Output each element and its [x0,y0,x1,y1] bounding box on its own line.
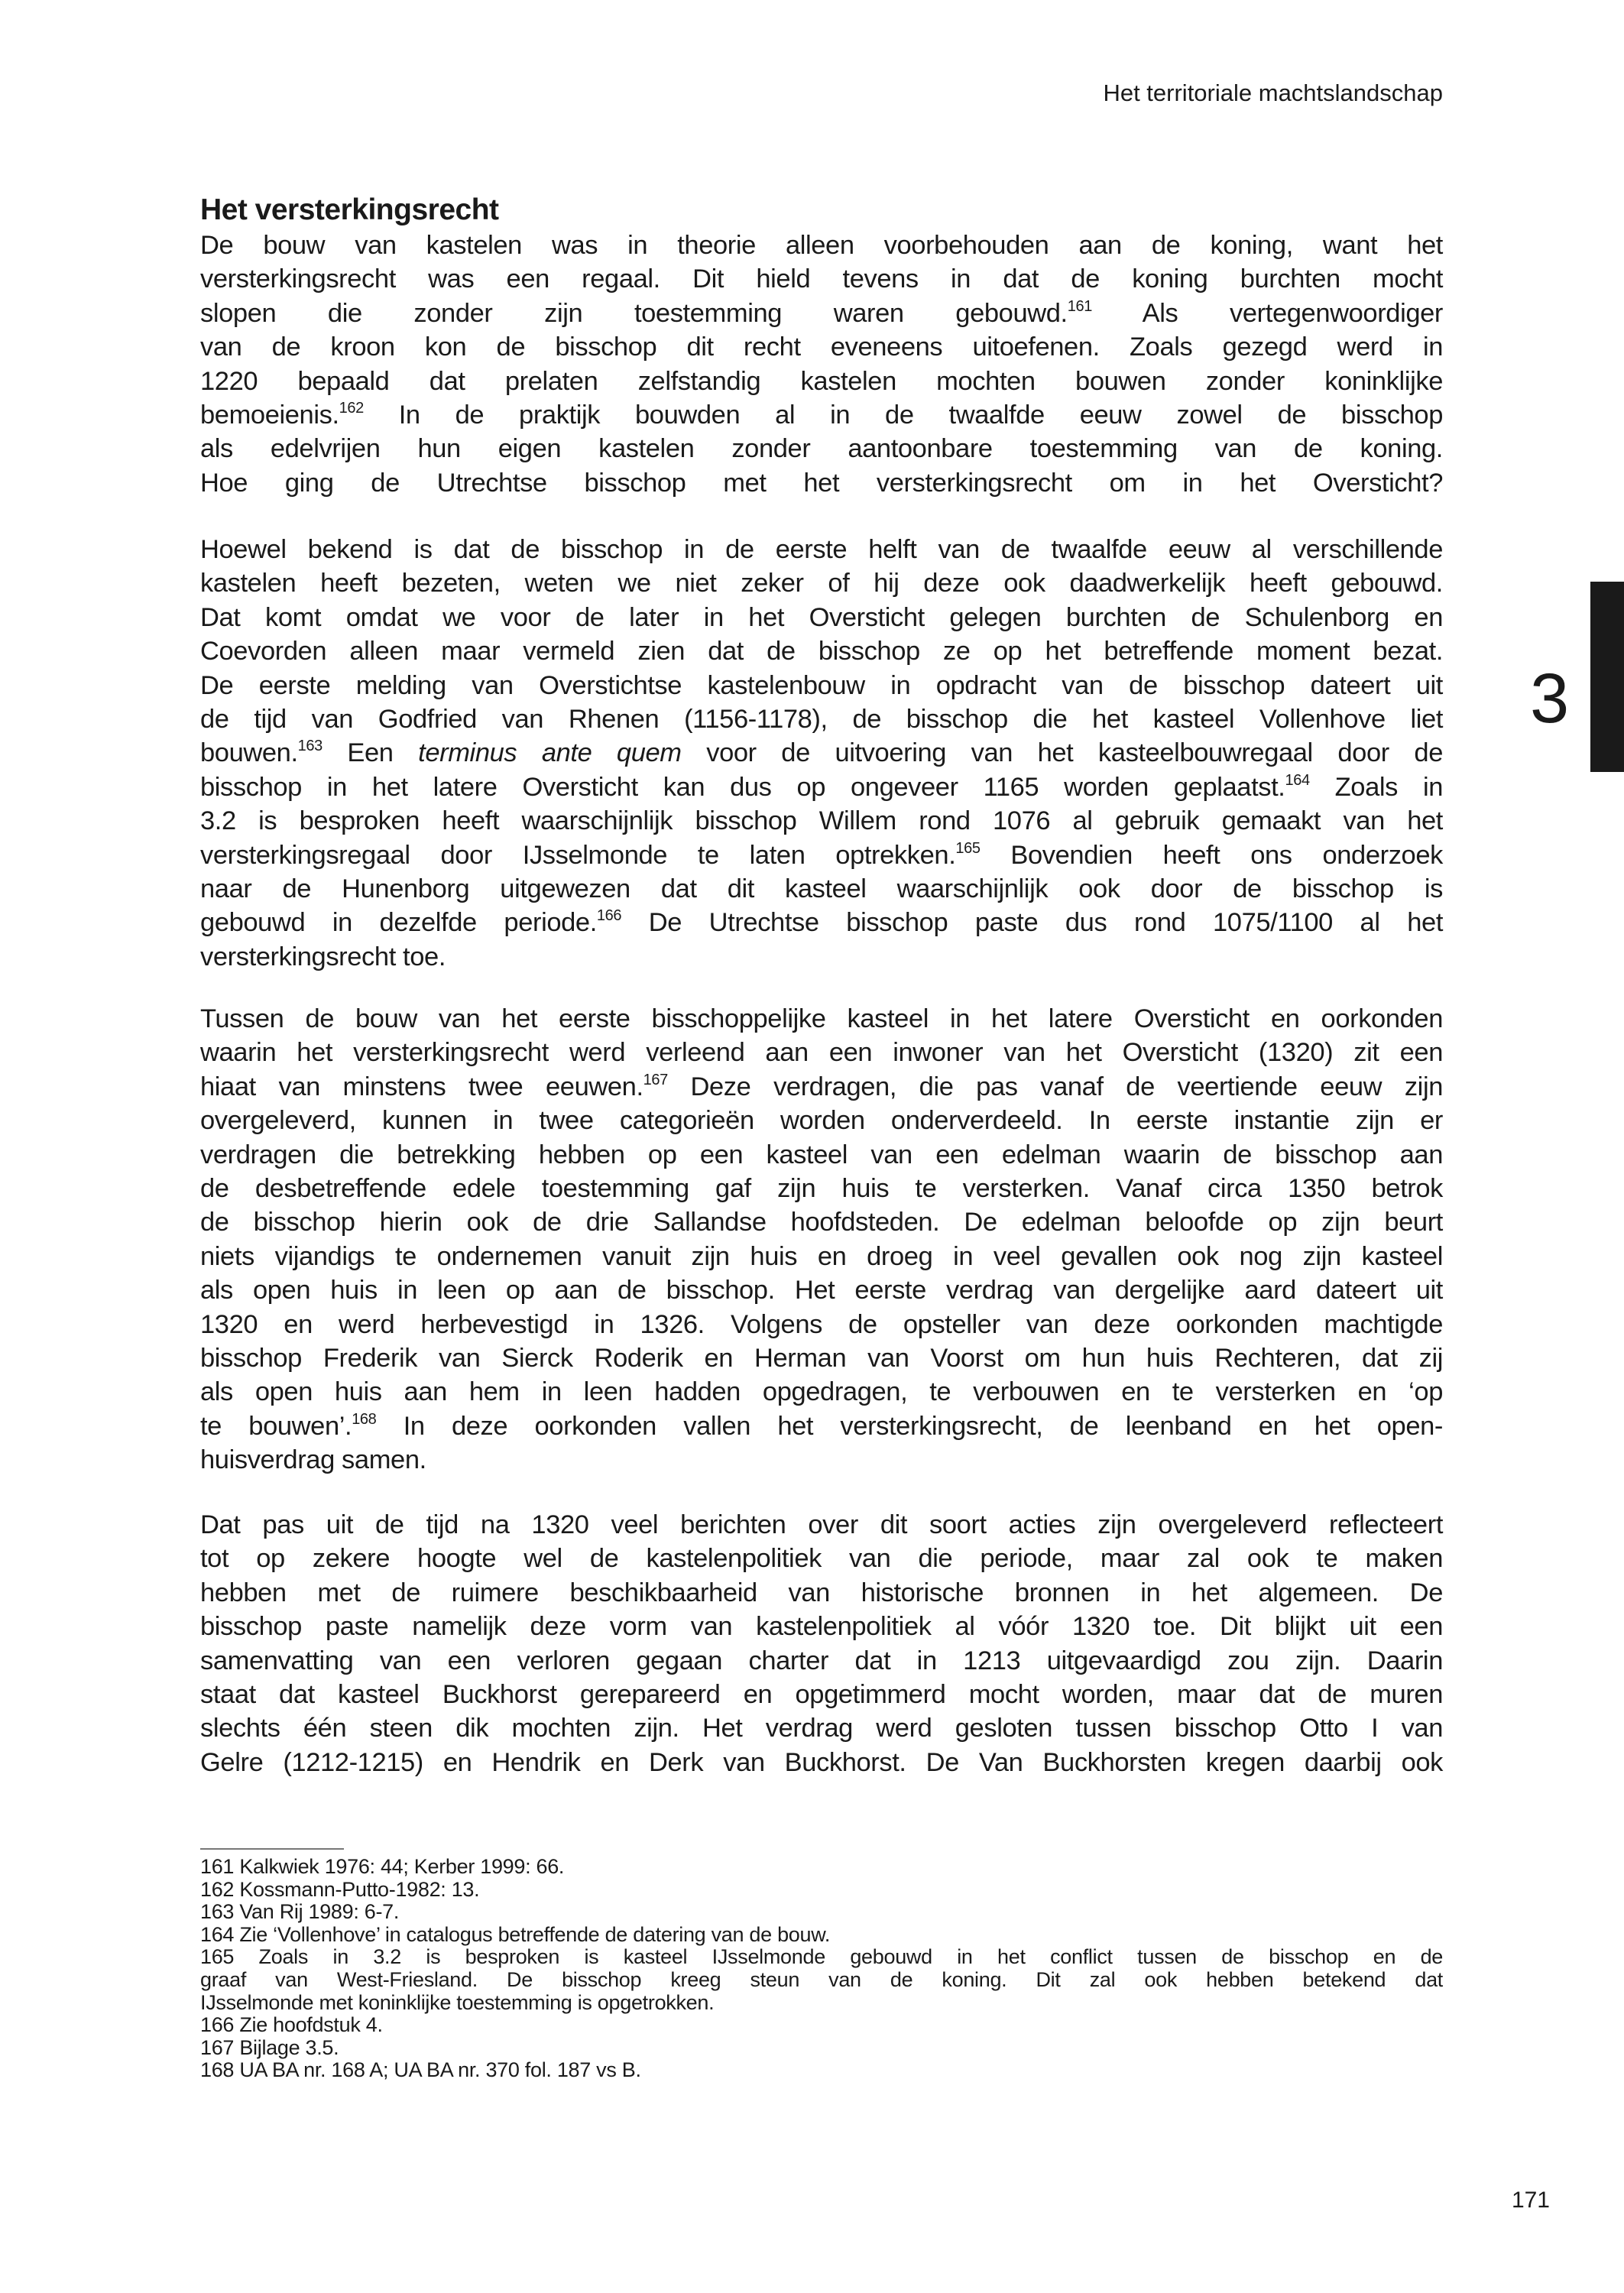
text-run: voor de uitvoering van het kasteelbouwregaal door de [681,738,1443,768]
page-number: 171 [1511,2188,1550,2213]
text-run: hebben met de ruimere beschikbaarheid van historische bronnen in het algemeen. De [200,1578,1443,1607]
text-line [200,1746,1443,1779]
text-run: bemoeienis. [200,400,339,430]
text-run: slopen die zonder zijn toestemming waren gebouwd. [200,298,1068,328]
footnote-ref: 166 [596,907,622,925]
chapter-number: 3 [1530,660,1570,738]
text-run: staat dat kasteel Buckhorst gerepareerd en opgetimmerd mocht worden, maar dat de muren [200,1679,1443,1709]
footnote-ref: 167 [643,1071,668,1088]
body-paragraph [200,1508,1443,1779]
text-run: als open huis aan hem in leen hadden opgedragen, te verbouwen en te versterken en ‘op [200,1377,1443,1407]
footnote-line: graaf van West-Friesland. De bisschop kreeg steun van de koning. Dit zal ook hebben betekend dat [200,1967,1443,1991]
footnote-line: IJsselmonde met koninklijke toestemming is opgetrokken. [200,1990,715,2014]
text-run: bouwen. [200,738,298,768]
text-run: versterkingsrecht toe. [200,942,446,971]
footnote-line: 161 Kalkwiek 1976: 44; Kerber 1999: 66. [200,1855,565,1878]
footnotes [200,1856,1443,2082]
text-line [200,1711,1443,1745]
text-line [200,1375,1443,1409]
text-line [200,872,1443,906]
footnote-ref: 163 [297,738,323,755]
text-run: De bouw van kastelen was in theorie alleen voorbehouden aan de koning, want het [200,231,1443,260]
text-line [200,736,1443,770]
text-line [200,1036,1443,1069]
italic-term: terminus ante quem [418,738,682,768]
text-line [200,1443,1443,1477]
text-run: de desbetreffende edele toestemming gaf zijn huis te versterken. Vanaf circa 1350 betrok [200,1173,1443,1203]
text-run: samenvatting van een verloren gegaan charter dat in 1213 uitgevaardigd zou zijn. Daarin [200,1646,1443,1675]
text-line [200,1205,1443,1239]
body-paragraph [200,229,1443,500]
text-line [200,770,1443,804]
footnote-ref: 161 [1067,297,1092,315]
text-run: naar de Hunenborg uitgewezen dat dit kasteel waarschijnlijk ook door de bisschop is [200,874,1443,903]
text-run: Gelre (1212-1215) en Hendrik en Derk van Buckhorst. De Van Buckhorsten kregen daarbij ook [200,1747,1443,1777]
text-line [200,1409,1443,1443]
chapter-tab-marker [1590,582,1624,772]
text-line [200,566,1443,600]
text-line [200,229,1443,262]
text-run: Hoewel bekend is dat de bisschop in de eerste helft van de twaalfde eeuw al verschillende [200,535,1443,564]
footnote-line: 166 Zie hoofdstuk 4. [200,2013,383,2037]
body-paragraph [200,1002,1443,1477]
body-paragraph [200,533,1443,974]
text-run: Tussen de bouw van het eerste bisschoppelijke kasteel in het latere Oversticht en oorkonden [200,1004,1443,1033]
text-run: kastelen heeft bezeten, weten we niet zeker of hij deze ook daadwerkelijk heeft gebouwd. [200,569,1443,598]
text-line [200,838,1443,872]
footnote-line: 167 Bijlage 3.5. [200,2035,339,2059]
text-line [200,330,1443,364]
text-run: Als vertegenwoordiger [1091,298,1443,328]
text-line [200,1172,1443,1205]
text-line [200,297,1443,330]
text-run: De Utrechtse bisschop paste dus rond 1075/1100 al het [621,908,1443,938]
text-run: versterkingsrecht was een regaal. Dit hield tevens in dat de koning burchten mocht [200,264,1443,294]
text-line [200,533,1443,566]
text-line [200,1508,1443,1542]
text-line [200,466,1443,500]
footnote-ref: 164 [1285,771,1310,789]
text-run: Dat pas uit de tijd na 1320 veel berichten over dit soort acties zijn overgeleverd reflecteert [200,1510,1443,1539]
running-header: Het territoriale machtslandschap [1103,79,1443,106]
text-run: niets vijandigs te ondernemen vanuit zijn huis en droeg in veel gevallen ook nog zijn kasteel [200,1241,1443,1271]
text-run: verdragen die betrekking hebben op een kasteel van een edelman waarin de bisschop aan [200,1140,1443,1169]
text-line [200,634,1443,668]
text-run: van de kroon kon de bisschop dit recht eveneens uitoefenen. Zoals gezegd werd in [200,332,1443,362]
text-run: de bisschop hierin ook de drie Sallandse hoofdsteden. De edelman beloofde op zijn beurt [200,1208,1443,1237]
text-run: bisschop paste namelijk deze vorm van kastelenpolitiek al vóór 1320 toe. Dit blijkt uit een [200,1612,1443,1642]
text-run: bisschop Frederik van Sierck Roderik en Herman van Voorst om hun huis Rechteren, dat zij [200,1343,1443,1373]
text-run: In deze oorkonden vallen het versterkingsrecht, de leenband en het open- [376,1411,1444,1441]
text-run: Coevorden alleen maar vermeld zien dat de bisschop ze op het betreffende moment bezat. [200,637,1443,666]
text-run: Dat komt omdat we voor de later in het Oversticht gelegen burchten de Schulenborg en [200,602,1443,632]
text-run: Zoals in [1309,772,1443,802]
text-line [200,365,1443,398]
text-run: als edelvrijen hun eigen kastelen zonder aantoonbare toestemming van de koning. [200,434,1443,464]
footnote-line: 164 Zie ‘Vollenhove’ in catalogus betreffende de datering van de bouw. [200,1922,831,1946]
footnote-ref: 165 [955,839,981,857]
text-line [200,804,1443,838]
text-line [200,1002,1443,1036]
text-line [200,1070,1443,1104]
footnote-line: 165 Zoals in 3.2 is besproken is kasteel IJsselmonde gebouwd in het conflict tussen de bisschop en de [200,1945,1443,1969]
text-run: 1220 bepaald dat prelaten zelfstandig kastelen mochten bouwen zonder koninklijke [200,366,1443,396]
text-line [200,1576,1443,1610]
text-run: 3.2 is besproken heeft waarschijnlijk bisschop Willem rond 1076 al gebruik gemaakt van het [200,806,1443,836]
text-line [200,1542,1443,1575]
text-line [200,1678,1443,1711]
text-line [200,702,1443,736]
text-run: hiaat van minstens twee eeuwen. [200,1072,643,1101]
text-line [200,940,1443,974]
text-run: Hoe ging de Utrechtse bisschop met het versterkingsrecht om in het Oversticht? [200,468,1443,498]
text-run: de tijd van Godfried van Rhenen (1156-1178), de bisschop die het kasteel Vollenhove liet [200,704,1443,734]
text-line [200,1138,1443,1172]
text-line [200,398,1443,432]
text-line [200,262,1443,296]
text-line [200,1240,1443,1273]
text-run: bisschop in het latere Oversticht kan dus op ongeveer 1165 worden geplaatst. [200,772,1285,802]
footnote-line: 168 UA BA nr. 168 A; UA BA nr. 370 fol. 187 vs B. [200,2058,641,2082]
text-line [200,432,1443,465]
text-run: versterkingsregaal door IJsselmonde te laten optrekken. [200,840,956,870]
text-run: waarin het versterkingsrecht werd verleend aan een inwoner van het Oversticht (1320) zit een [200,1038,1443,1068]
text-run: te bouwen’. [200,1411,352,1441]
section-heading: Het versterkingsrecht [200,193,499,226]
text-run: slechts één steen dik mochten zijn. Het verdrag werd gesloten tussen bisschop Otto I van [200,1714,1443,1743]
footnote-line: 163 Van Rij 1989: 6-7. [200,1900,400,1924]
footnote-ref: 168 [352,1410,377,1428]
text-line [200,1273,1443,1307]
text-run: De eerste melding van Overstichtse kastelenbouw in opdracht van de bisschop dateert uit [200,670,1443,700]
text-line [200,1308,1443,1341]
text-run: tot op zekere hoogte wel de kastelenpolitiek van die periode, maar zal ook te maken [200,1544,1443,1574]
text-line [200,1341,1443,1375]
text-run: Een [322,738,419,768]
text-line [200,1104,1443,1137]
text-run: 1320 en werd herbevestigd in 1326. Volgens de opsteller van deze oorkonden machtigde [200,1309,1443,1339]
text-run: huisverdrag samen. [200,1445,426,1475]
text-run: Deze verdragen, die pas vanaf de veertiende eeuw zijn [667,1072,1443,1101]
text-run: overgeleverd, kunnen in twee categorieën worden onderverdeeld. In eerste instantie zijn er [200,1106,1443,1136]
text-run: Bovendien heeft ons onderzoek [980,840,1443,870]
footnote-line: 162 Kossmann-Putto-1982: 13. [200,1877,480,1901]
text-line [200,906,1443,939]
text-run: In de praktijk bouwden al in de twaalfde eeuw zowel de bisschop [363,400,1443,430]
text-line [200,1610,1443,1643]
text-line [200,669,1443,702]
text-run: gebouwd in dezelfde periode. [200,908,597,938]
footnote-ref: 162 [339,399,364,417]
text-run: als open huis in leen op aan de bisschop. Het eerste verdrag van dergelijke aard dateert uit [200,1276,1443,1305]
text-line [200,1644,1443,1678]
footnote-divider [200,1848,344,1850]
text-line [200,601,1443,634]
